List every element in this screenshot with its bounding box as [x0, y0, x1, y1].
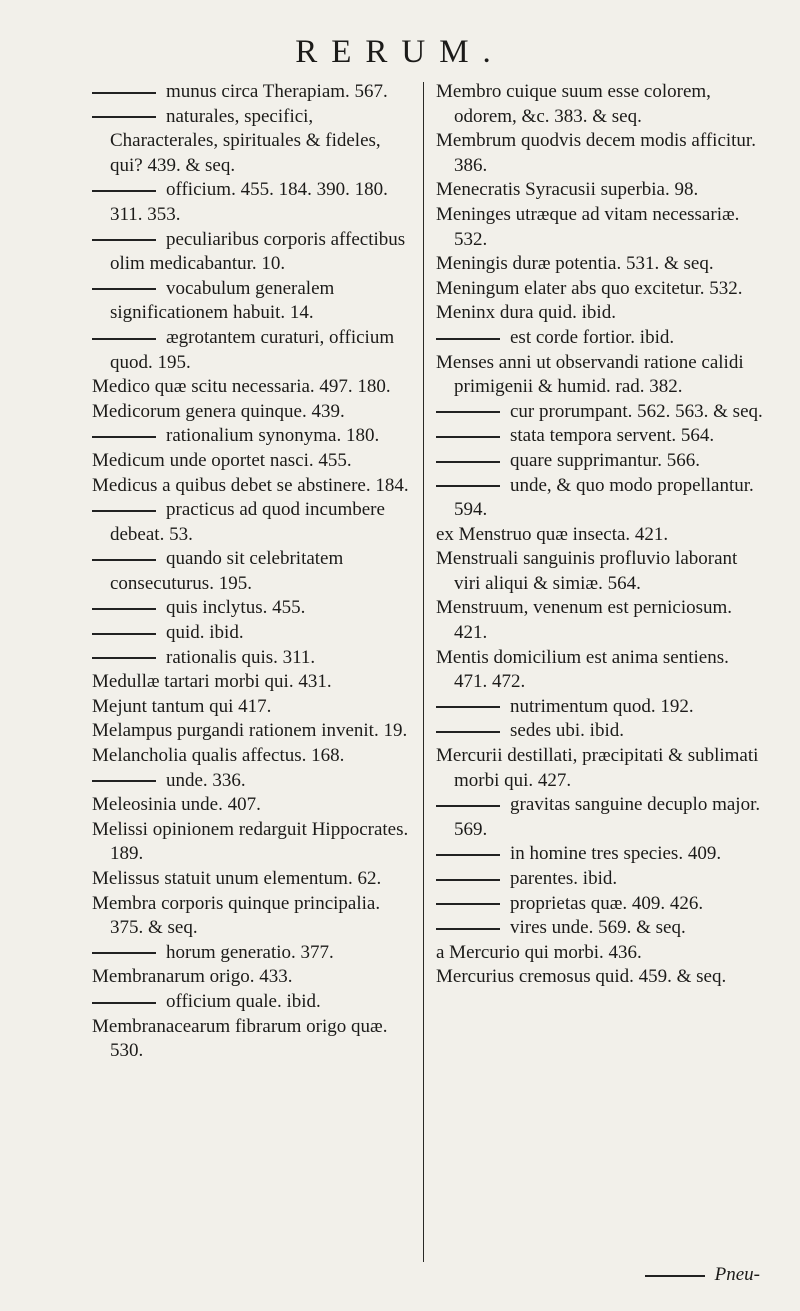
- ditto-dash: [436, 706, 500, 708]
- index-entry: [436, 351, 764, 400]
- ditto-dash: [436, 411, 500, 413]
- ditto-dash: [92, 608, 156, 610]
- right-column: [436, 80, 764, 990]
- entry-text: Melissi opinionem redarguit Hippocrates. 189.: [92, 818, 409, 865]
- entry-text: quando sit celebritatem consecuturus. 195.: [110, 548, 344, 594]
- index-entry: [92, 178, 414, 227]
- ditto-dash: [436, 903, 500, 905]
- entry-text: Melampus purgandi rationem invenit. 19.: [92, 720, 408, 742]
- index-entry: [92, 990, 414, 1015]
- entry-text: Meninx dura quid. ibid.: [436, 302, 616, 324]
- index-entry: [436, 793, 764, 842]
- index-entry: [436, 424, 764, 449]
- entry-text: rationalium synonyma. 180.: [166, 425, 380, 447]
- ditto-dash: [436, 338, 500, 340]
- index-entry: [92, 670, 414, 695]
- catchword: [645, 1264, 760, 1286]
- ditto-dash: [92, 190, 156, 192]
- ditto-dash: [92, 436, 156, 438]
- entry-text: Melissus statuit unum elementum. 62.: [92, 868, 382, 889]
- entry-text: Membro cuique suum esse colorem, odorem, &c. 383. & seq.: [436, 81, 711, 127]
- entry-text: Membranarum origo. 433.: [92, 966, 293, 988]
- entry-text: Menecratis Syracusii superbia. 98.: [436, 179, 699, 201]
- index-entry: [436, 523, 764, 548]
- entry-text: a Mercurio qui morbi. 436.: [436, 941, 642, 963]
- index-entry: [92, 867, 414, 892]
- index-entry: [92, 80, 414, 105]
- entry-text: Meleosinia unde. 407.: [92, 794, 261, 816]
- entry-text: ex Menstruo quæ insecta. 421.: [436, 523, 669, 545]
- index-entry: [436, 277, 764, 302]
- catchword-dash: [645, 1275, 705, 1277]
- index-entry: [92, 474, 414, 499]
- entry-text: in homine tres species. 409.: [510, 843, 722, 865]
- index-entry: [436, 203, 764, 252]
- entry-text: Medicorum genera quinque. 439.: [92, 400, 345, 422]
- index-entry: [436, 129, 764, 178]
- index-entry: [436, 695, 764, 720]
- index-entry: [92, 596, 414, 621]
- entry-text: rationalis quis. 311.: [166, 646, 316, 668]
- index-entry: [436, 646, 764, 695]
- entry-text: Medicus a quibus debet se abstinere. 184.: [92, 474, 409, 496]
- ditto-dash: [92, 288, 156, 290]
- entry-text: Menstruali sanguinis profluvio laborant viri aliqui & simiæ. 564.: [436, 548, 738, 594]
- index-entry: [436, 301, 764, 326]
- entry-text: practicus ad quod incumbere debeat. 53.: [110, 499, 385, 545]
- index-entry: [92, 646, 414, 671]
- index-entry: [92, 941, 414, 966]
- entry-text: Mejunt tantum qui 417.: [92, 695, 272, 717]
- index-entry: [92, 400, 414, 425]
- entry-text: nutrimentum quod. 192.: [510, 695, 694, 717]
- entry-text: Meningis duræ potentia. 531. & seq.: [436, 253, 714, 275]
- index-entry: [92, 424, 414, 449]
- entry-text: officium quale. ibid.: [166, 990, 321, 1012]
- ditto-dash: [92, 559, 156, 561]
- entry-text: quare supprimantur. 566.: [510, 449, 700, 471]
- index-entry: [92, 695, 414, 720]
- index-entry: [92, 547, 414, 596]
- index-entry: [92, 818, 414, 867]
- index-entry: [436, 719, 764, 744]
- column-divider: [423, 82, 424, 1262]
- entry-text: Meninges utræque ad vitam necessariæ. 532.: [436, 203, 740, 250]
- ditto-dash: [436, 879, 500, 881]
- index-entry: [92, 498, 414, 547]
- entry-text: Menstruum, venenum est perniciosum. 421.: [436, 597, 733, 644]
- entry-text: Medico quæ scitu necessaria. 497. 180.: [92, 376, 391, 398]
- ditto-dash: [436, 805, 500, 807]
- entry-text: Menses anni ut observandi ratione calidi primigenii & humid. rad. 382.: [436, 351, 744, 398]
- index-entry: [436, 596, 764, 645]
- index-entry: [436, 178, 764, 203]
- index-entry: [92, 744, 414, 769]
- ditto-dash: [436, 461, 500, 463]
- entry-text: proprietas quæ. 409. 426.: [510, 892, 704, 914]
- ditto-dash: [436, 436, 500, 438]
- index-entry: [436, 965, 764, 990]
- left-column: [92, 80, 414, 1064]
- index-entry: [92, 621, 414, 646]
- index-entry: [92, 793, 414, 818]
- entry-text: unde. 336.: [166, 769, 246, 791]
- index-entry: [436, 867, 764, 892]
- index-entry: [436, 892, 764, 917]
- entry-text: parentes. ibid.: [510, 868, 618, 889]
- ditto-dash: [92, 510, 156, 512]
- entry-text: cur prorumpant. 562. 563. & seq.: [510, 400, 763, 422]
- index-entry: [92, 1015, 414, 1064]
- entry-text: vocabulum generalem significationem habuit. 14.: [110, 277, 335, 324]
- ditto-dash: [92, 657, 156, 659]
- index-entry: [92, 277, 414, 326]
- index-entry: [92, 965, 414, 990]
- entry-text: officium. 455. 184. 390. 180. 311. 353.: [110, 179, 388, 225]
- ditto-dash: [92, 780, 156, 782]
- ditto-dash: [92, 633, 156, 635]
- entry-text: Melancholia qualis affectus. 168.: [92, 745, 345, 767]
- index-entry: [92, 375, 414, 400]
- entry-text: Medicum unde oportet nasci. 455.: [92, 449, 352, 471]
- entry-text: unde, & quo modo propellantur. 594.: [454, 474, 754, 521]
- entry-text: naturales, specifici, Characterales, spirituales & fideles, qui? 439. & seq.: [110, 105, 381, 176]
- entry-text: Medullæ tartari morbi qui. 431.: [92, 671, 332, 693]
- entry-text: sedes ubi. ibid.: [510, 720, 624, 742]
- index-entry: [92, 769, 414, 794]
- entry-text: Membra corporis quinque principalia. 375. & seq.: [92, 892, 381, 939]
- entry-text: ægrotantem curaturi, officium quod. 195.: [110, 326, 395, 373]
- entry-text: Mercurius cremosus quid. 459. & seq.: [436, 966, 727, 988]
- index-entry: [436, 744, 764, 793]
- index-entry: [436, 400, 764, 425]
- ditto-dash: [92, 1002, 156, 1004]
- ditto-dash: [92, 952, 156, 954]
- entry-text: munus circa Therapiam. 567.: [166, 81, 388, 102]
- catchword-text: Pneu-: [714, 1264, 760, 1285]
- index-entry: [92, 228, 414, 277]
- entry-text: quis inclytus. 455.: [166, 597, 306, 619]
- entry-text: Mercurii destillati, præcipitati & sublimati morbi qui. 427.: [436, 745, 759, 791]
- entry-text: Meningum elater abs quo excitetur. 532.: [436, 277, 743, 299]
- ditto-dash: [436, 485, 500, 487]
- index-entry: [436, 547, 764, 596]
- entry-text: vires unde. 569. & seq.: [510, 917, 686, 939]
- index-entry: [92, 449, 414, 474]
- index-entry: [436, 842, 764, 867]
- entry-text: gravitas sanguine decuplo major. 569.: [454, 794, 761, 840]
- running-title: RERUM.: [295, 34, 505, 70]
- entry-text: est corde fortior. ibid.: [510, 326, 675, 348]
- index-entry: [92, 105, 414, 179]
- ditto-dash: [436, 731, 500, 733]
- entry-text: Membrum quodvis decem modis afficitur. 386.: [436, 130, 756, 176]
- index-entry: [436, 916, 764, 941]
- ditto-dash: [436, 854, 500, 856]
- ditto-dash: [92, 116, 156, 118]
- index-entry: [92, 719, 414, 744]
- entry-text: horum generatio. 377.: [166, 941, 334, 963]
- index-entry: [436, 449, 764, 474]
- entry-text: Membranacearum fibrarum origo quæ. 530.: [92, 1015, 388, 1062]
- entry-text: quid. ibid.: [166, 622, 244, 644]
- index-entry: [436, 326, 764, 351]
- ditto-dash: [92, 338, 156, 340]
- entry-text: stata tempora servent. 564.: [510, 425, 715, 447]
- ditto-dash: [92, 239, 156, 241]
- entry-text: Mentis domicilium est anima sentiens. 471. 472.: [436, 646, 729, 693]
- index-entry: [436, 252, 764, 277]
- index-entry: [436, 941, 764, 966]
- ditto-dash: [436, 928, 500, 930]
- entry-text: peculiaribus corporis affectibus olim medicabantur. 10.: [110, 228, 406, 275]
- index-entry: [92, 326, 414, 375]
- index-entry: [436, 474, 764, 523]
- index-entry: [92, 892, 414, 941]
- ditto-dash: [92, 92, 156, 94]
- index-entry: [436, 80, 764, 129]
